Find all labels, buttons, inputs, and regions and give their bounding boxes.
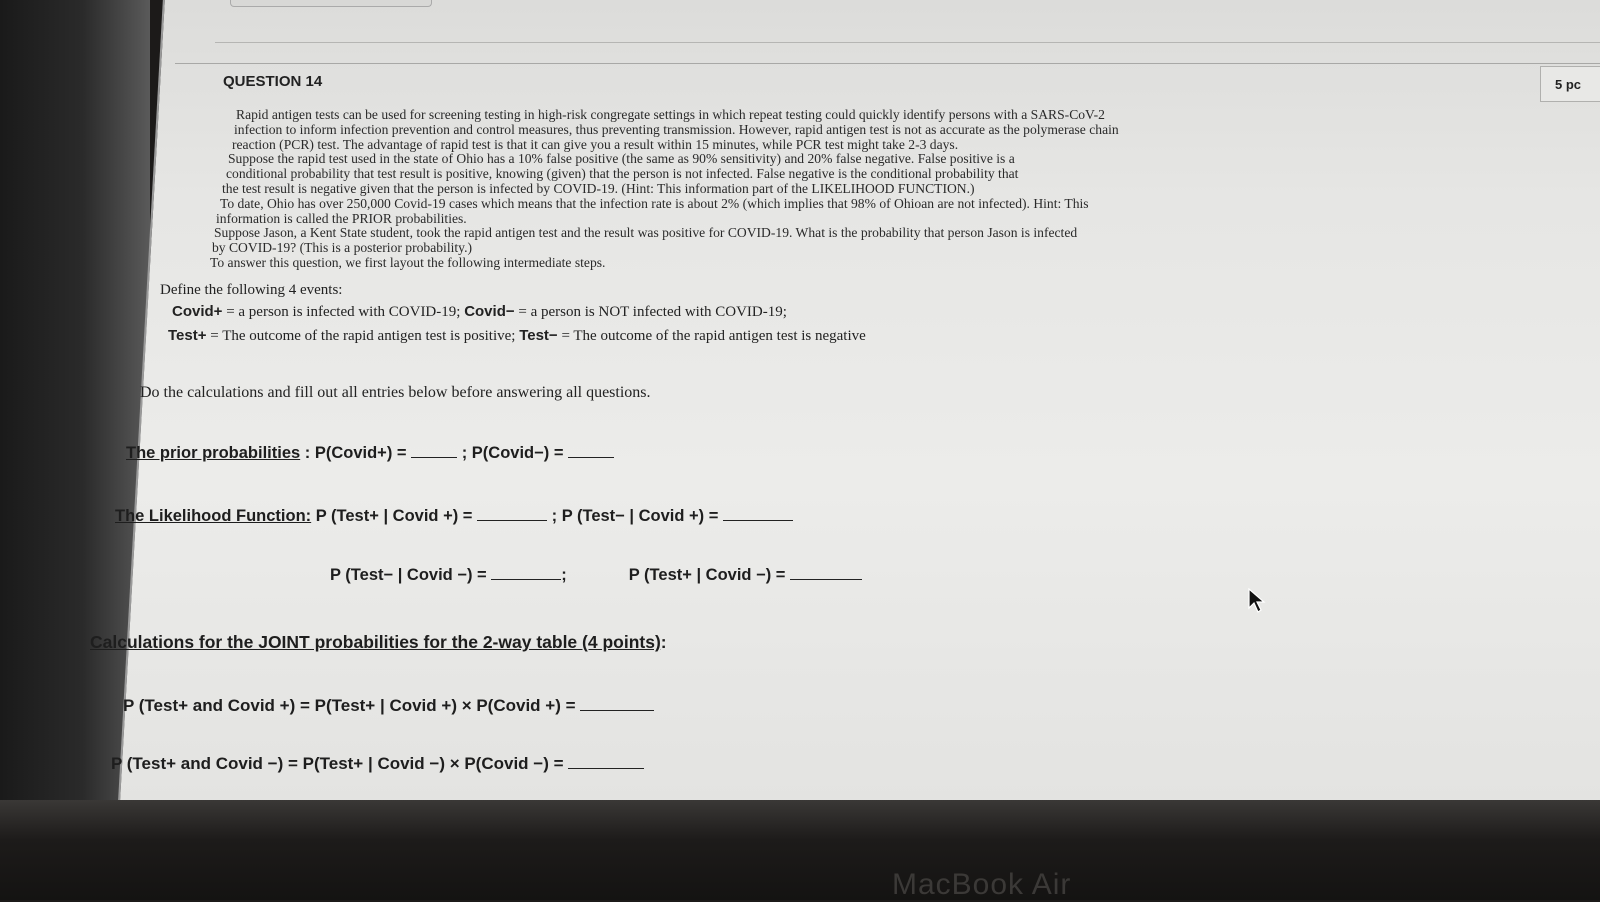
joint-heading-row bbox=[90, 632, 667, 653]
joint-heading: Calculations for the JOINT probabilities for the 2-way table (4 points) bbox=[90, 632, 661, 652]
instruction-text: Do the calculations and fill out all entries below before answering all questions. bbox=[140, 384, 651, 401]
paragraph-line: information is called the PRIOR probabilities. bbox=[216, 210, 467, 226]
paragraph-line: Suppose the rapid test used in the state of Ohio has a 10% false positive (the same as 90% sensitivity) and 20% false negative. False positive is a bbox=[228, 151, 1015, 167]
prior-sep: ; bbox=[457, 444, 472, 462]
test-positive-def: = The outcome of the rapid antigen test is positive; bbox=[206, 328, 520, 344]
test-neg-given-covid-pos-blank[interactable] bbox=[723, 506, 793, 521]
test-neg-given-covid-neg-blank[interactable] bbox=[491, 565, 561, 580]
question-paragraph bbox=[198, 108, 1388, 271]
define-heading: Define the following 4 events: bbox=[160, 282, 343, 298]
points-badge bbox=[1540, 66, 1600, 102]
joint-eq1-text: P (Test+ and Covid +) = P(Test+ | Covid +) × P(Covid +) = bbox=[123, 696, 581, 715]
likelihood-sep1: ; bbox=[547, 507, 562, 525]
paragraph-line: To date, Ohio has over 250,000 Covid-19 cases which means that the infection rate is about 2% (which implies that 98% of Ohioan are not infected). Hint: This bbox=[220, 195, 1089, 211]
covid-negative-term: Covid− bbox=[464, 303, 515, 320]
event-definitions bbox=[160, 282, 866, 345]
mouse-cursor-icon bbox=[1248, 588, 1266, 614]
prior-pos-text: : P(Covid+) = bbox=[300, 444, 412, 462]
paragraph-line: Suppose Jason, a Kent State student, took the rapid antigen test and the result was positive for COVID-19. What is the probability that person Jason is infected bbox=[214, 225, 1078, 241]
likelihood-l4: P (Test+ | Covid −) = bbox=[628, 566, 791, 584]
paragraph-line: the test result is negative given that the person is infected by COVID-19. (Hint: This information part of the LIKELIHOOD FUNCTION.) bbox=[222, 180, 975, 196]
covid-negative-def: = a person is NOT infected with COVID-19; bbox=[514, 304, 787, 320]
question-divider bbox=[175, 63, 1600, 64]
likelihood-l2: P (Test− | Covid +) = bbox=[561, 507, 723, 525]
test-negative-def: = The outcome of the rapid antigen test is negative bbox=[557, 328, 866, 344]
paragraph-line: conditional probability that test result is positive, knowing (given) that the person is not infected. False negative is the conditional probability that bbox=[226, 166, 1019, 182]
test-pos-given-covid-neg-blank[interactable] bbox=[790, 565, 862, 580]
prior-covid-neg-blank[interactable] bbox=[568, 443, 614, 458]
prior-covid-pos-blank[interactable] bbox=[411, 443, 457, 458]
likelihood-sep2: ; bbox=[561, 566, 567, 584]
joint-heading-colon: : bbox=[660, 632, 667, 652]
joint-eq-2 bbox=[111, 754, 644, 774]
points-text: 5 pc bbox=[1555, 77, 1582, 92]
test-positive-term: Test+ bbox=[168, 327, 207, 344]
prior-neg-text: P(Covid−) = bbox=[471, 444, 569, 462]
event-row-test bbox=[168, 327, 866, 345]
question-title: QUESTION 14 bbox=[223, 73, 323, 90]
covid-positive-def: = a person is infected with COVID-19; bbox=[222, 304, 465, 320]
likelihood-label: The Likelihood Function: bbox=[115, 507, 312, 525]
top-divider bbox=[215, 42, 1600, 43]
test-negative-term: Test− bbox=[519, 327, 558, 344]
prior-label: The prior probabilities bbox=[126, 444, 301, 462]
paragraph-line: To answer this question, we first layout the following intermediate steps. bbox=[210, 254, 606, 270]
paragraph-line: Rapid antigen tests can be used for screening testing in high-risk congregate settings in which repeat testing could quickly identify persons with a SARS-CoV-2 bbox=[236, 107, 1105, 122]
joint-test-pos-covid-pos-blank[interactable] bbox=[580, 696, 654, 711]
device-label: MacBook Air bbox=[892, 868, 1072, 901]
likelihood-l1: P (Test+ | Covid +) = bbox=[311, 507, 478, 525]
likelihood-row-1 bbox=[115, 506, 793, 526]
top-tab[interactable] bbox=[230, 0, 432, 7]
laptop-screen bbox=[90, 0, 1600, 802]
paragraph-line: infection to inform infection prevention and control measures, thus preventing transmission. However, rapid antigen test is not as accurate as the polymerase chain bbox=[234, 121, 1119, 137]
test-pos-given-covid-pos-blank[interactable] bbox=[477, 506, 547, 521]
laptop-bezel-bottom bbox=[0, 800, 1600, 900]
joint-eq2-text: P (Test+ and Covid −) = P(Test+ | Covid −) × P(Covid −) = bbox=[111, 754, 569, 773]
joint-test-pos-covid-neg-blank[interactable] bbox=[568, 754, 644, 769]
document-page bbox=[90, 0, 1600, 802]
event-row-covid bbox=[172, 303, 866, 321]
covid-positive-term: Covid+ bbox=[172, 303, 223, 320]
prior-row bbox=[126, 443, 614, 463]
likelihood-row-2 bbox=[330, 565, 862, 585]
likelihood-l3: P (Test− | Covid −) = bbox=[330, 566, 492, 584]
paragraph-line: reaction (PCR) test. The advantage of rapid test is that it can give you a result within 15 minutes, while PCR test might take 2-3 days. bbox=[232, 136, 959, 152]
joint-eq-1 bbox=[123, 696, 654, 716]
paragraph-line: by COVID-19? (This is a posterior probability.) bbox=[212, 240, 472, 256]
